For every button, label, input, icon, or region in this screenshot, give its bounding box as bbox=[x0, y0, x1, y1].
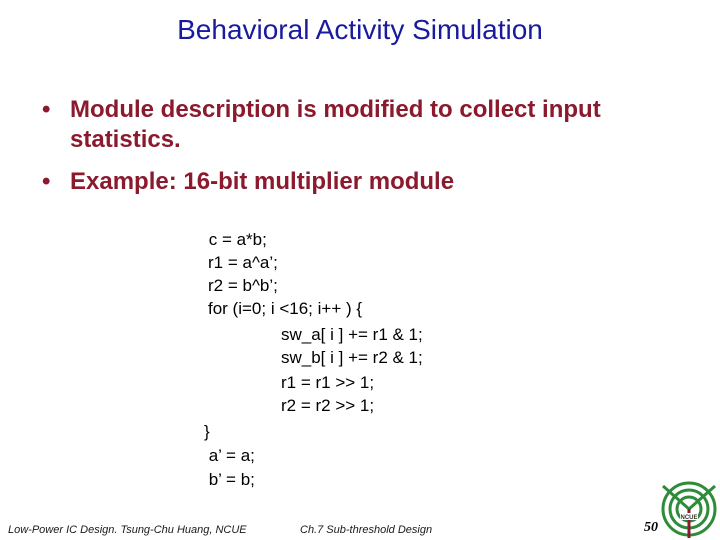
code-line: for (i=0; i <16; i++ ) { bbox=[208, 299, 363, 318]
bullet-item bbox=[42, 167, 682, 197]
code-line: a’ = a; bbox=[204, 446, 255, 465]
code-line: } bbox=[204, 422, 210, 441]
code-line: sw_b[ i ] += r2 & 1; bbox=[281, 348, 423, 367]
code-line: b’ = b; bbox=[204, 470, 255, 489]
code-line: r2 = b^b’; bbox=[208, 276, 278, 295]
bullet-dot-icon: • bbox=[42, 96, 51, 123]
code-line: c = a*b; bbox=[204, 230, 267, 249]
bullet-item bbox=[42, 95, 682, 155]
page-number: 50 bbox=[644, 520, 658, 535]
svg-text:NCUE: NCUE bbox=[680, 515, 698, 521]
slide-title: Behavioral Activity Simulation bbox=[177, 14, 543, 45]
bullet-text: Example: 16-bit multiplier module bbox=[70, 168, 455, 195]
code-line: sw_a[ i ] += r1 & 1; bbox=[281, 325, 423, 344]
code-line: r1 = r1 >> 1; bbox=[281, 373, 375, 392]
code-line: r2 = r2 >> 1; bbox=[281, 396, 375, 415]
bullet-list bbox=[42, 95, 682, 209]
footer-course: Low-Power IC Design. Tsung-Chu Huang, NCUE bbox=[8, 524, 247, 536]
code-line: r1 = a^a’; bbox=[208, 253, 278, 272]
footer-chapter: Ch.7 Sub-threshold Design bbox=[300, 524, 433, 536]
bullet-dot-icon: • bbox=[42, 168, 51, 195]
university-logo-icon bbox=[659, 478, 719, 540]
bullet-text: Module description is modified to collect input statistics. bbox=[70, 96, 601, 153]
